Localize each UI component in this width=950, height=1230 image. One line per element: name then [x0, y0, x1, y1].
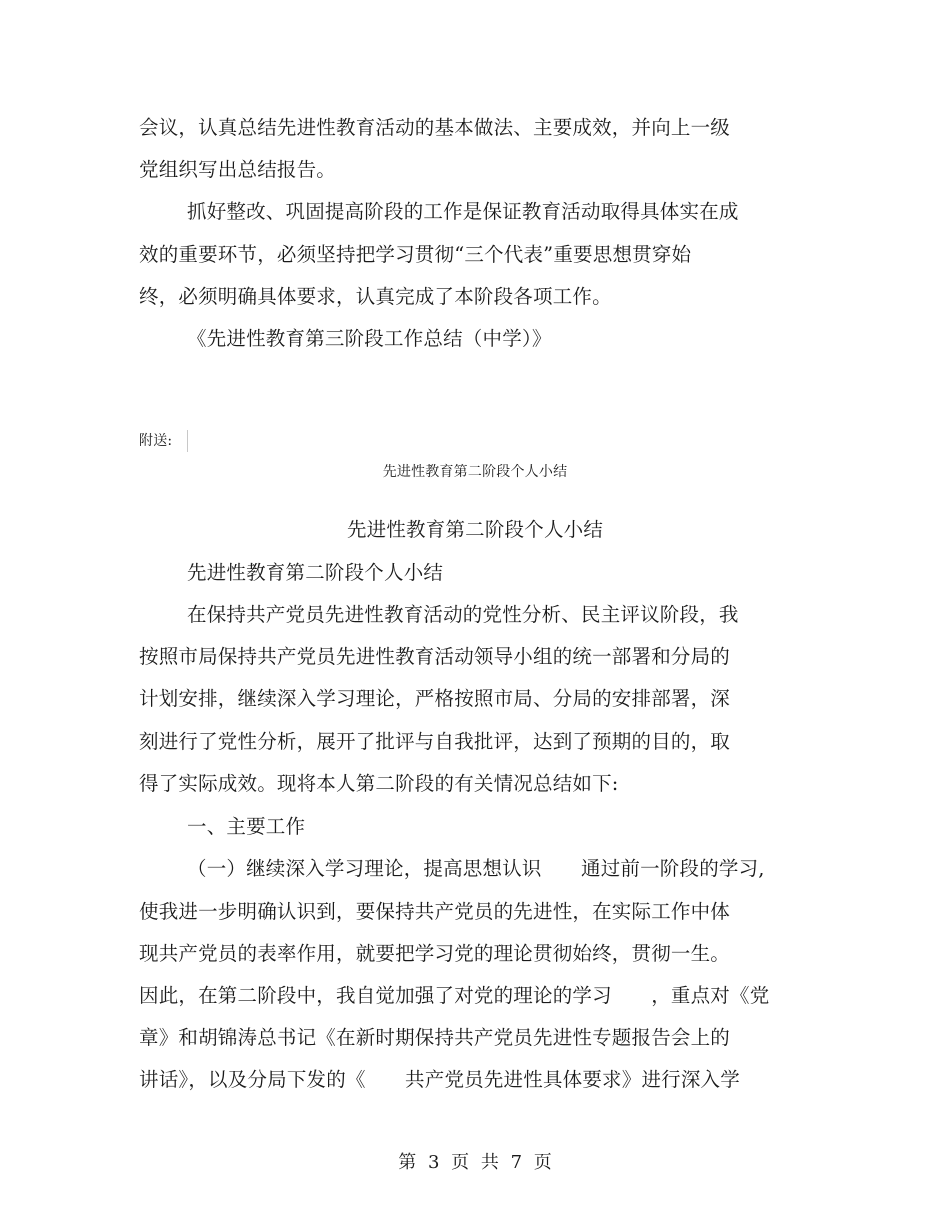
paragraph-line: 讲话》，以及分局下发的《 共产党员先进性具体要求》进行深入学: [139, 1068, 740, 1091]
paragraph-line: 抓好整改、巩固提高阶段的工作是保证教育活动取得具体实在成: [187, 200, 739, 223]
paragraph-line: 现共产党员的表率作用，就要把学习党的理论贯彻始终，贯彻一生。: [139, 942, 731, 965]
section-heading: 一、主要工作: [187, 815, 306, 838]
paragraph-line: 使我进一步明确认识到，要保持共产党员的先进性，在实际工作中体: [139, 900, 731, 923]
document-title-reference: 《先进性教育第三阶段工作总结（中学）》: [187, 327, 552, 350]
paragraph-line: （一）继续深入学习理论，提高思想认识 通过前一阶段的学习,: [187, 857, 765, 880]
paragraph-line: 计划安排，继续深入学习理论，严格按照市局、分局的安排部署，深: [139, 687, 731, 710]
paragraph-line: 会议，认真总结先进性教育活动的基本做法、主要成效，并向上一级: [139, 116, 731, 139]
paragraph-line: 在保持共产党员先进性教育活动的党性分析、民主评议阶段，我: [187, 603, 739, 626]
appendix-label: 附送:: [139, 433, 173, 449]
paragraph-line: 效的重要环节，必须坚持把学习贯彻“三个代表”重要思想贯穿始: [139, 243, 692, 266]
section-subtitle: 先进性教育第二阶段个人小结: [187, 561, 444, 584]
paragraph-line: 按照市局保持共产党员先进性教育活动领导小组的统一部署和分局的: [139, 645, 731, 668]
paragraph-line: 刻进行了党性分析，展开了批评与自我批评，达到了预期的目的，取: [139, 730, 731, 753]
page-number-footer: 第 3 页 共 7 页: [398, 1152, 552, 1173]
paragraph-line: 终，必须明确具体要求，认真完成了本阶段各项工作。: [139, 285, 612, 308]
paragraph-line: 得了实际成效。现将本人第二阶段的有关情况总结如下:: [139, 772, 619, 795]
section-title: 先进性教育第二阶段个人小结: [346, 518, 604, 541]
paragraph-line: 章》和胡锦涛总书记《在新时期保持共产党员先进性专题报告会上的: [139, 1026, 731, 1049]
appendix-small-title: 先进性教育第二阶段个人小结: [382, 464, 568, 480]
paragraph-line: 党组织写出总结报告。: [139, 158, 337, 181]
paragraph-line: 因此，在第二阶段中，我自觉加强了对党的理论的学习 ，重点对《党: [139, 984, 770, 1007]
divider: [187, 430, 188, 452]
